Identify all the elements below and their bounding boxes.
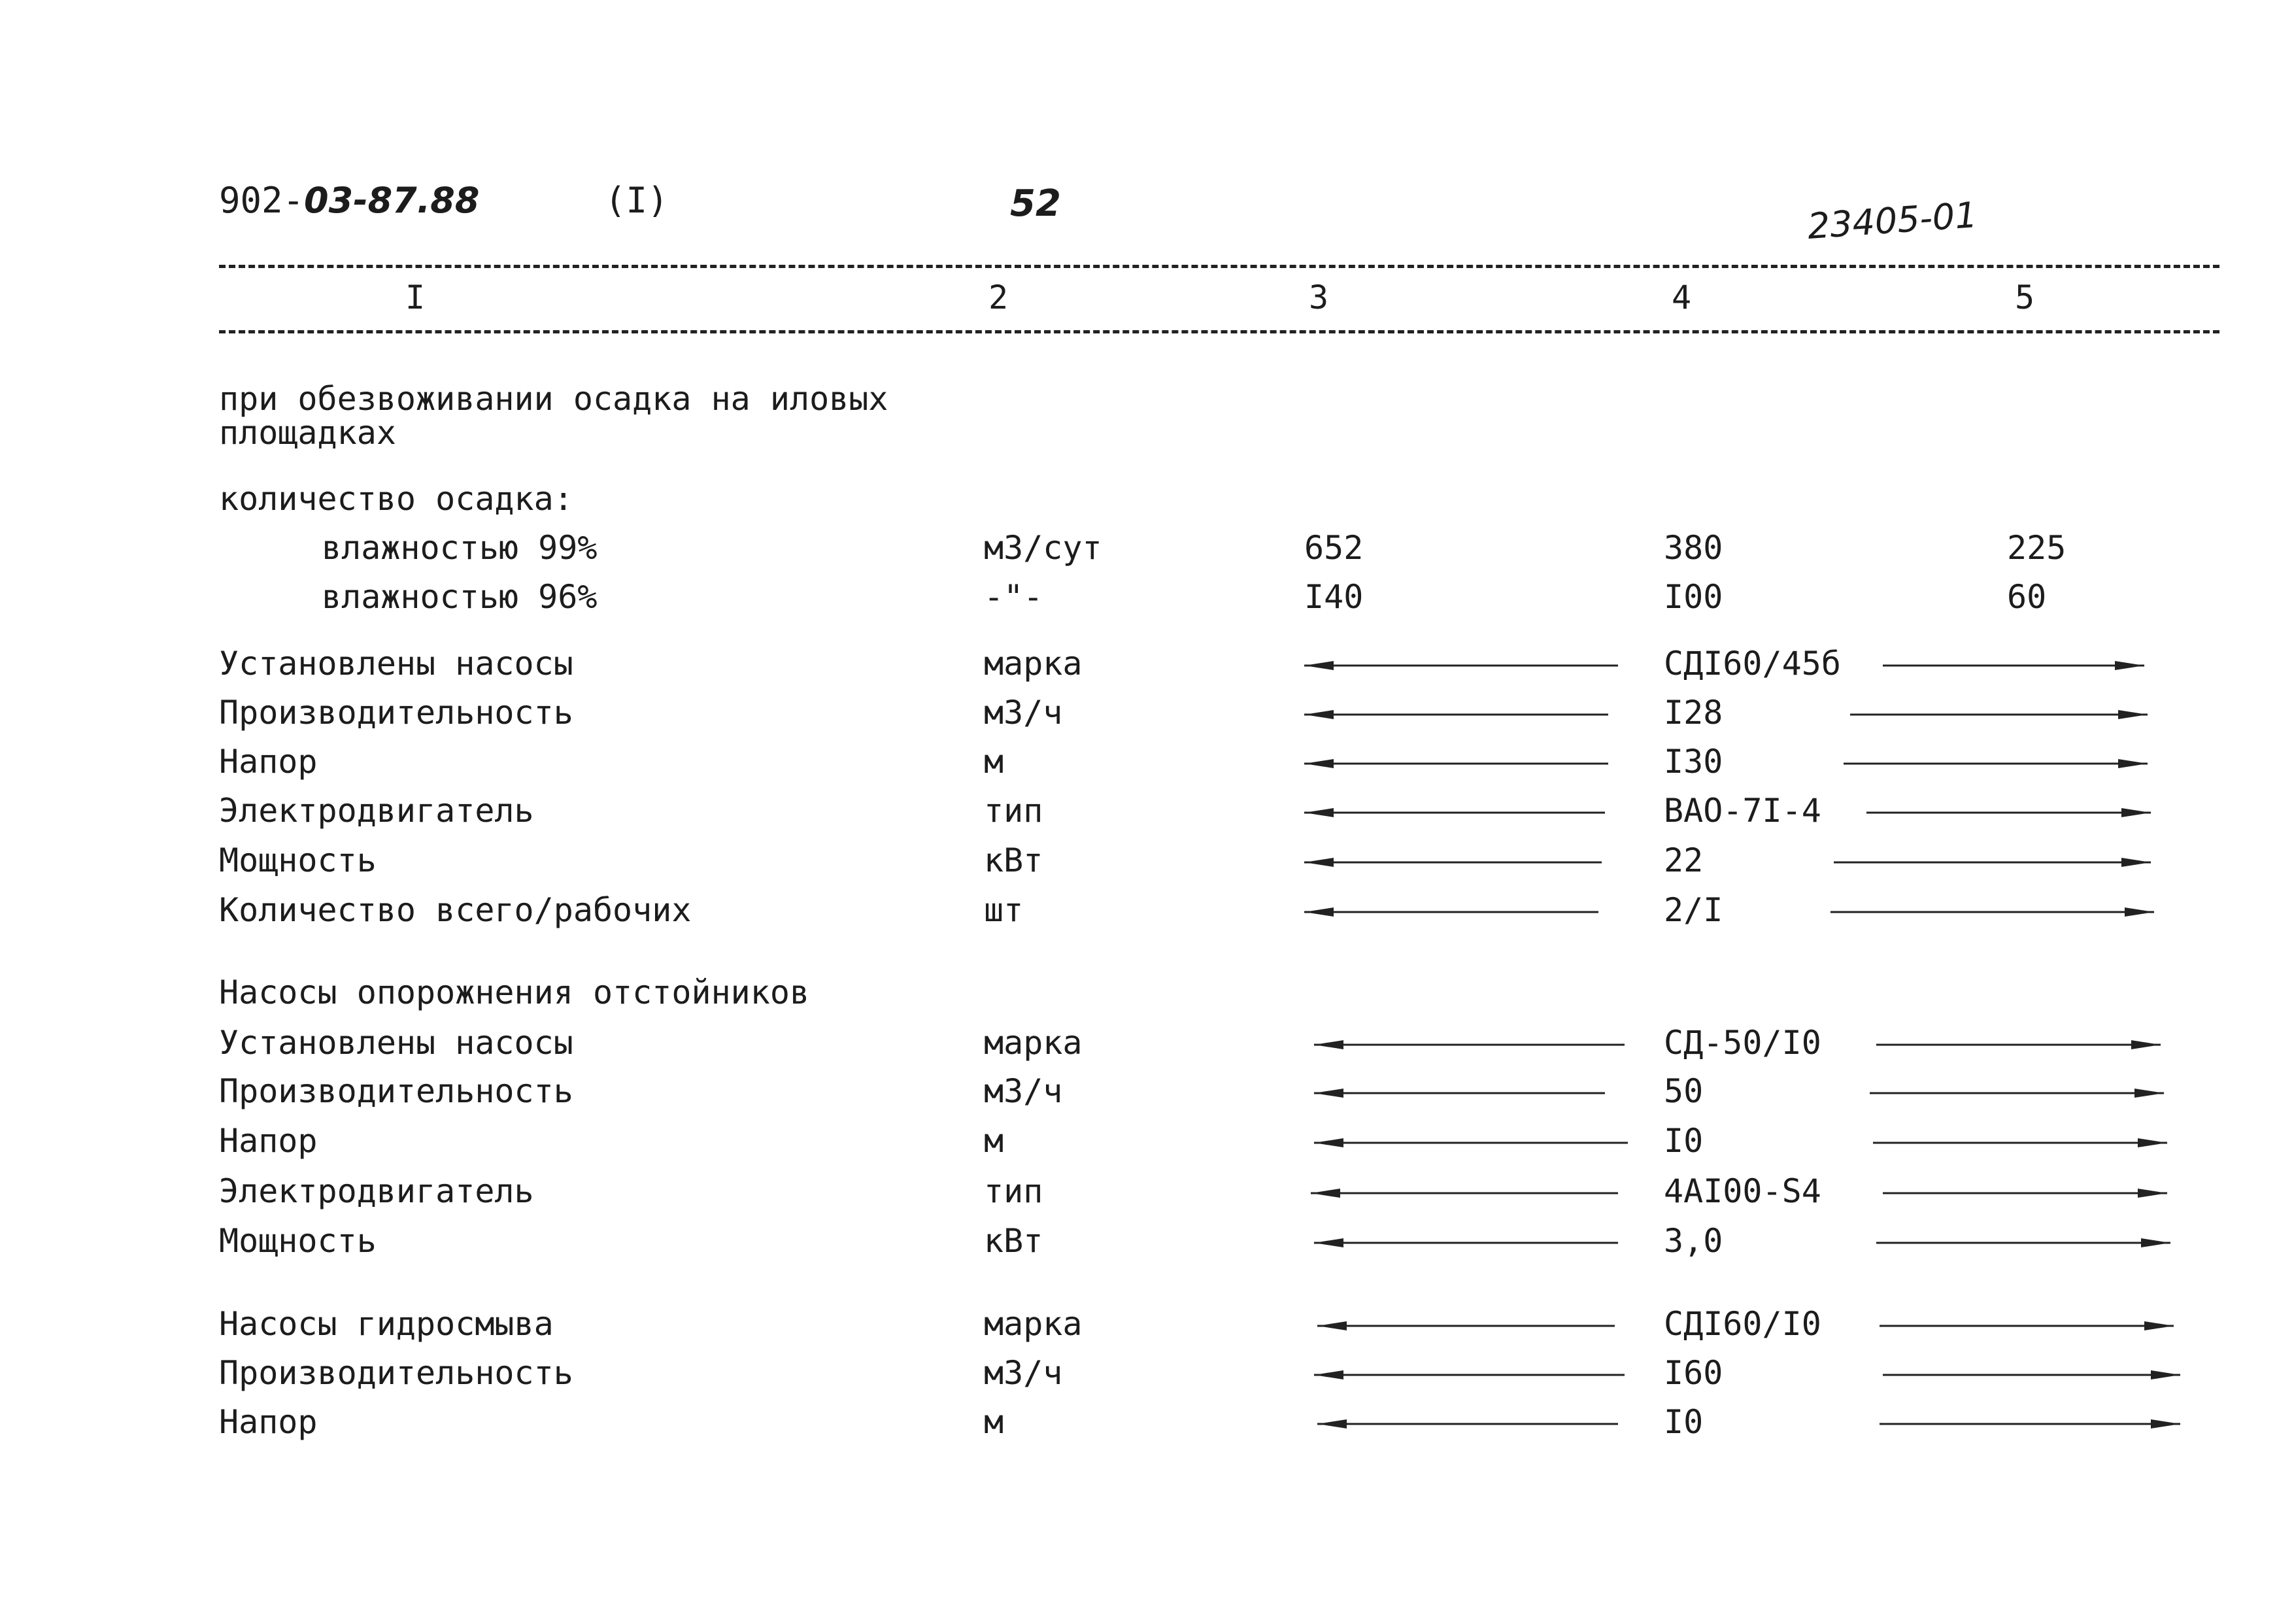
sludge-row-c5: 225 [2007,529,2066,567]
right-arrow-icon [1870,1087,2164,1100]
right-arrow-icon [1830,905,2154,919]
pumps1-row-unit: шт [984,891,1024,929]
left-arrow-icon [1314,1368,1625,1381]
right-arrow-icon [1873,1136,2167,1149]
pumps3-row-label: Напор [219,1403,318,1441]
pumps1-row-unit: кВт [984,841,1043,879]
left-arrow-icon [1317,1417,1618,1430]
pumps1-row-unit: марка [984,645,1083,683]
sludge-row-c5: 60 [2007,578,2047,616]
pumps2-row-value: I0 [1664,1122,1704,1160]
pumps1-row-label: Мощность [219,841,377,879]
issue-number: (I) [605,180,669,221]
left-arrow-icon [1314,1136,1628,1149]
pumps2-row-label: Установлены насосы [219,1024,573,1062]
sludge-row-unit: м3/сут [984,529,1102,567]
sludge-row-c4: I00 [1664,578,1723,616]
sludge-row-c3: 652 [1304,529,1364,567]
pumps2-row-value: 4АI00-S4 [1664,1172,1821,1210]
column-header-1: I [405,279,426,316]
right-arrow-icon [1834,856,2151,869]
pumps2-row-label: Производительность [219,1072,573,1110]
right-arrow-icon [1876,1236,2170,1249]
pumps1-row-label: Напор [219,743,318,781]
section-intro-line1: при обезвоживании осадка на иловых [219,380,888,418]
column-header-3: 3 [1309,279,1329,316]
pumps1-row-value: I30 [1664,743,1723,781]
pumps3-row-unit: марка [984,1305,1083,1343]
pumps1-row-value: I28 [1664,694,1723,732]
pumps2-title: Насосы опорожнения отстойников [219,973,810,1011]
left-arrow-icon [1314,1038,1625,1051]
pumps3-row-label: Насосы гидросмыва [219,1305,554,1343]
pumps1-row-unit: м3/ч [984,694,1063,732]
section-intro-line2: площадках [219,414,396,452]
pumps1-row-unit: м [984,743,1004,781]
left-arrow-icon [1304,806,1605,819]
right-arrow-icon [1876,1038,2161,1051]
document-code [219,180,480,221]
header-bottom-rule [219,330,2219,333]
pumps2-row-value: СД-50/I0 [1664,1024,1821,1062]
left-arrow-icon [1314,1087,1605,1100]
pumps2-row-label: Мощность [219,1222,377,1260]
right-arrow-icon [1883,659,2144,672]
pumps2-row-value: 50 [1664,1072,1704,1110]
pumps2-row-label: Электродвигатель [219,1172,534,1210]
pumps2-row-value: 3,0 [1664,1222,1723,1260]
pumps2-row-unit: марка [984,1024,1083,1062]
right-arrow-icon [1844,757,2148,770]
pumps3-row-unit: м3/ч [984,1354,1063,1392]
inventory-number: 23405-01 [1806,194,1979,247]
sludge-title: количество осадка: [219,480,573,518]
pumps1-row-label: Установлены насосы [219,645,573,683]
column-header-4: 4 [1672,279,1692,316]
left-arrow-icon [1311,1187,1618,1200]
left-arrow-icon [1304,659,1618,672]
document-code-handwritten: 03-87.88 [304,180,480,221]
pumps1-row-unit: тип [984,792,1043,830]
right-arrow-icon [1880,1417,2180,1430]
right-arrow-icon [1883,1368,2180,1381]
sludge-row-label: влажностью 96% [322,578,598,616]
pumps1-row-value: СДI60/45б [1664,645,1841,683]
pumps2-row-unit: м [984,1122,1004,1160]
left-arrow-icon [1304,856,1602,869]
right-arrow-icon [1883,1187,2167,1200]
pumps2-row-unit: тип [984,1172,1043,1210]
pumps1-row-value: 2/I [1664,891,1723,929]
left-arrow-icon [1314,1236,1618,1249]
pumps2-row-label: Напор [219,1122,318,1160]
pumps1-row-label: Производительность [219,694,573,732]
sludge-row-c4: 380 [1664,529,1723,567]
sludge-row-c3: I40 [1304,578,1364,616]
right-arrow-icon [1880,1319,2174,1332]
page-number: 52 [1010,182,1061,225]
sludge-row-label: влажностью 99% [322,529,598,567]
left-arrow-icon [1304,708,1608,721]
column-header-5: 5 [2015,279,2035,316]
pumps1-row-value: ВАО-7I-4 [1664,792,1821,830]
pumps3-row-label: Производительность [219,1354,573,1392]
left-arrow-icon [1304,757,1608,770]
right-arrow-icon [1850,708,2148,721]
pumps1-row-label: Количество всего/рабочих [219,891,692,929]
pumps2-row-unit: кВт [984,1222,1043,1260]
right-arrow-icon [1866,806,2151,819]
left-arrow-icon [1304,905,1598,919]
pumps3-row-unit: м [984,1403,1004,1441]
pumps1-row-label: Электродвигатель [219,792,534,830]
pumps3-row-value: СДI60/I0 [1664,1305,1821,1343]
left-arrow-icon [1317,1319,1615,1332]
pumps3-row-value: I60 [1664,1354,1723,1392]
column-header-2: 2 [988,279,1009,316]
pumps1-row-value: 22 [1664,841,1704,879]
pumps2-row-unit: м3/ч [984,1072,1063,1110]
pumps3-row-value: I0 [1664,1403,1704,1441]
document-code-prefix: 902- [219,180,305,221]
header-top-rule [219,265,2219,268]
sludge-row-unit: -"- [984,578,1043,616]
